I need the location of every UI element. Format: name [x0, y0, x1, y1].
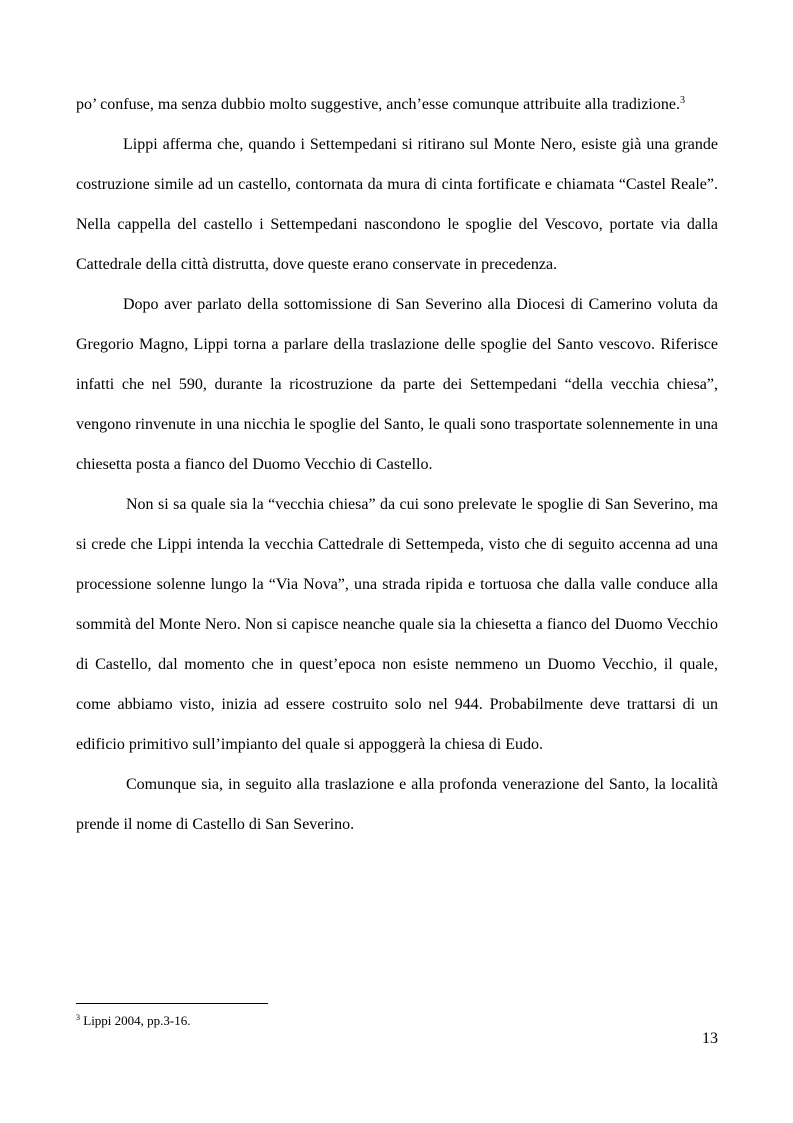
footnote-number: 3 — [76, 1013, 80, 1022]
paragraph-4: Non si sa quale sia la “vecchia chiesa” da cui sono prelevate le spoglie di San Severino, ma si crede che Lippi intenda la vecchia Cattedrale di Settempeda, visto che di seguito accenna ad una processione solenne lungo la “Via Nova”, una strada ripida e tortuosa che dalla valle conduce alla sommità del Monte Nero. Non si capisce neanche quale sia la chiesetta a fianco del Duomo Vecchio di Castello, dal momento che in quest’epoca non esiste nemmeno un Duomo Vecchio, il quale, come abbiamo visto, inizia ad essere costruito solo nel 944. Probabilmente deve trattarsi di un edificio primitivo sull’impianto del quale si appoggerà la chiesa di Eudo. — [76, 496, 718, 753]
footnote-reference[interactable]: 3 — [679, 95, 685, 106]
paragraph-1: po’ confuse, ma senza dubbio molto suggestive, anch’esse comunque attribuite alla tradizione.$^3$ — [76, 95, 685, 113]
paragraph-2: Lippi afferma che, quando i Settempedani si ritirano sul Monte Nero, esiste già una grande costruzione simile ad un castello, contornata da mura di cinta fortificate e chiamata “Castel Reale”. Nella cappella del castello i Settempedani nascondono le spoglie del Vescovo, portate via dalla Cattedrale della città distrutta, dove queste erano conservate in precedenza. — [76, 136, 718, 273]
footnote-separator — [76, 1003, 268, 1004]
footnote-text: Lippi 2004, pp.3-16. — [80, 1013, 191, 1028]
paragraph-3: Dopo aver parlato della sottomissione di San Severino alla Diocesi di Camerino voluta da Gregorio Magno, Lippi torna a parlare della traslazione delle spoglie del Santo vescovo. Riferisce infatti che nel 590, durante la ricostruzione da parte dei Settempedani “della vecchia chiesa”, vengono rinvenute in una nicchia le spoglie del Santo, le quali sono trasportate solennemente in una chiesetta posta a fianco del Duomo Vecchio di Castello. — [76, 296, 718, 473]
page-number: 13 — [702, 1030, 718, 1047]
body-text — [76, 85, 718, 845]
footnote — [76, 1013, 191, 1029]
paragraph-5: Comunque sia, in seguito alla traslazione e alla profonda venerazione del Santo, la località prende il nome di Castello di San Severino. — [76, 776, 718, 833]
